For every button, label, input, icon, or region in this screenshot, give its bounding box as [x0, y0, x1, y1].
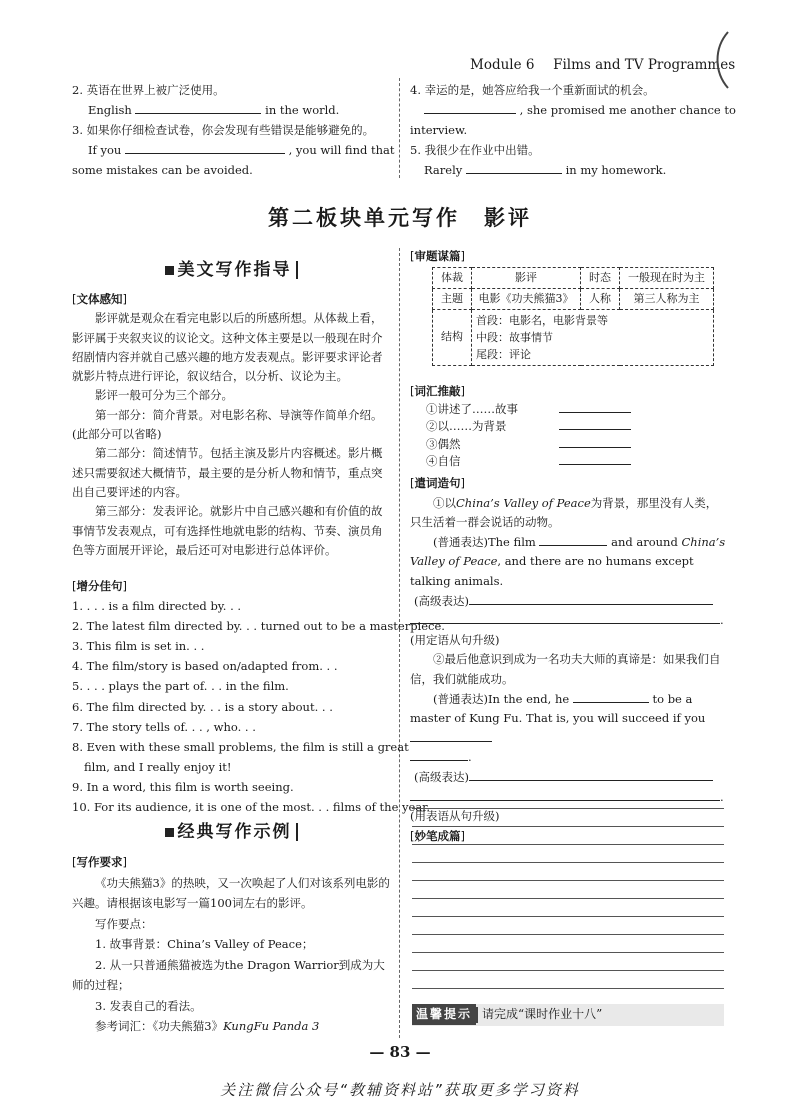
- phrase-item: 8. Even with these small problems, the film is still a great: [72, 739, 409, 754]
- phrase-item: 6. The film directed by. . . is a story about. . .: [72, 699, 333, 714]
- exercise-4-en: , she promised me another chance to: [410, 100, 726, 120]
- analysis-section: [410, 248, 726, 366]
- genre-paragraph-5: 第三部分：发表评论。就影片中自己感兴趣和有价值的故事情节发表观点，可有选择性地就电影的结构、节奏、演员角色等方面展开评论，最后还可对电影进行总体评价。: [72, 504, 383, 557]
- phrase-item: 1. . . . is a film directed by. . .: [72, 599, 242, 614]
- phrases-tag: [增分佳句]: [72, 579, 127, 593]
- exercise-4-cn: 4. 幸运的是，她答应给我一个重新面试的机会。: [410, 83, 655, 97]
- compose-tag: [妙笔成篇]: [410, 828, 465, 843]
- column-divider: [399, 248, 400, 1038]
- sentence-tag: [遣词造句]: [410, 476, 465, 490]
- task-line: 写作要点：: [95, 916, 153, 931]
- vocab-blank[interactable]: [559, 418, 631, 430]
- phrase-item: 5. . . . plays the part of. . . in the film.: [72, 679, 289, 694]
- writing-line[interactable]: [412, 808, 724, 809]
- theme-value: 电影《功夫熊猫3》: [472, 288, 581, 309]
- analysis-tag: [审题谋篇]: [410, 249, 465, 263]
- sentence-2-blank-3[interactable]: [410, 749, 468, 761]
- running-header: [470, 56, 735, 76]
- genre-paragraph-1: 影评就是观众在看完电影以后的所感所想。从体裁上看，影评属于夹叙夹议的议论文。这种文体主要是以一般现在时介绍剧情内容并就自己感兴趣的地方发表观点。影评要求评论者就影片特点进行评论，叙议结合，以分析、议论为主。: [72, 311, 383, 384]
- bar-icon: [296, 823, 298, 841]
- sentence-1-advanced-blank-2[interactable]: [410, 612, 720, 624]
- phrase-item: 3. This film is set in. . .: [72, 639, 205, 654]
- vocab-item: ②以……为背景: [410, 418, 726, 436]
- genre-paragraph-3: 第一部分：简介背景。对电影名称、导演等作简单介绍。(此部分可以省略): [72, 407, 383, 442]
- top-exercises-right: [410, 80, 736, 180]
- writing-line[interactable]: [412, 988, 724, 989]
- person-value: 第三人称为主: [620, 288, 714, 309]
- reference-vocab: 参考词汇：《功夫熊猫3》KungFu Panda 3: [95, 1019, 320, 1033]
- exercise-5-en: Rarely in my homework.: [424, 163, 667, 177]
- vocab-blank[interactable]: [559, 436, 631, 448]
- exercise-4-blank[interactable]: [424, 102, 516, 114]
- sentence-2-cn: ②最后他意识到成为一名功夫大师的真谛是：如果我们自信，我们就能成功。: [410, 652, 721, 686]
- exercise-5-cn: 5. 我很少在作业中出错。: [410, 143, 540, 157]
- genre-tag: [文体感知]: [72, 292, 127, 306]
- sentence-2-advanced-blank-2[interactable]: [410, 789, 720, 801]
- sentence-1-advanced-blank[interactable]: [469, 593, 713, 605]
- vocab-item: ③偶然: [410, 436, 726, 454]
- guide-heading: 美文写作指导: [72, 258, 390, 283]
- writing-line[interactable]: [412, 826, 724, 827]
- sentence-2-normal-cont: .: [410, 748, 726, 768]
- sentence-2-blank-1[interactable]: [573, 691, 649, 703]
- sentence-1-advanced-cont: .: [410, 611, 726, 631]
- vocab-blank[interactable]: [559, 453, 631, 465]
- tense-value: 一般现在时为主: [620, 267, 714, 288]
- phrase-item: 4. The film/story is based on/adapted from. . .: [72, 659, 338, 674]
- genre-label: 体裁: [433, 267, 472, 288]
- task-tag: [写作要求]: [72, 855, 127, 869]
- writing-line[interactable]: [412, 880, 724, 881]
- phrase-item: 10. For its audience, it is one of the most. . . films of the year.: [72, 800, 431, 815]
- column-divider-top: [399, 78, 400, 178]
- sentence-2-advanced-cont: .: [410, 788, 726, 808]
- writing-line[interactable]: [412, 898, 724, 899]
- theme-label: 主题: [433, 288, 472, 309]
- exercise-2-blank[interactable]: [135, 102, 261, 114]
- sentence-1-cn: ①以China’s Valley of Peace为背景，那里没有人类，只生活着一群会说话的动物。: [410, 495, 718, 530]
- structure-value: 首段：电影名，电影背景等 中段：故事情节 尾段：评论: [472, 309, 714, 365]
- genre-value: 影评: [472, 267, 581, 288]
- vocab-blank[interactable]: [559, 401, 631, 413]
- phrase-item: 9. In a word, this film is worth seeing.: [72, 779, 294, 794]
- writing-line[interactable]: [412, 844, 724, 845]
- writing-line[interactable]: [412, 970, 724, 971]
- structure-label: 结构: [433, 309, 472, 365]
- sentence-2-blank-2[interactable]: [410, 730, 492, 742]
- sentence-2-advanced-blank[interactable]: [469, 769, 713, 781]
- header-title: Films and TV Programmes: [553, 57, 736, 73]
- exercise-3-en: If you , you will find that: [88, 143, 395, 157]
- square-bullet-icon: [165, 828, 174, 837]
- vocab-section: [410, 383, 726, 471]
- example-heading: 经典写作示例: [72, 820, 390, 845]
- section-title: 第二板块单元写作 影评: [268, 206, 532, 230]
- phrase-item: 2. The latest film directed by. . . turned out to be a masterpiece.: [72, 619, 445, 634]
- task-section: [72, 852, 390, 1037]
- person-label: 人称: [581, 288, 620, 309]
- square-bullet-icon: [165, 266, 174, 275]
- exercise-3-blank[interactable]: [125, 142, 285, 154]
- phrase-item: 7. The story tells of. . . , who. . .: [72, 719, 256, 734]
- exercise-3-cn: 3. 如果你仔细检查试卷，你会发现有些错误是能够避免的。: [72, 123, 375, 137]
- top-exercises-left: [72, 80, 395, 180]
- sentence-2-normal: (普通表达)In the end, he to be a master of Kung Fu. That is, you will succeed if you: [410, 690, 726, 749]
- promo-text: 关注微信公众号“教辅资料站”获取更多学习资料: [220, 1081, 580, 1099]
- analysis-table: [432, 267, 714, 366]
- tip-text: 请完成“课时作业十八”: [482, 1007, 603, 1021]
- bar-icon: [296, 261, 298, 279]
- vocab-item: ④自信: [410, 453, 726, 471]
- sentence-1-upgrade: (用定语从句升级): [410, 632, 500, 647]
- sentence-1-advanced: (高级表达): [410, 592, 726, 612]
- tip-box: [412, 1004, 724, 1026]
- writing-line[interactable]: [412, 952, 724, 953]
- module-label: Module 6: [470, 57, 535, 73]
- vocab-item: ①讲述了……故事: [410, 401, 726, 419]
- sentence-1-blank-1[interactable]: [539, 534, 607, 546]
- exercise-3-en-cont: some mistakes can be avoided.: [72, 163, 253, 177]
- sentence-section: [410, 474, 726, 846]
- exercise-4-en-cont: interview.: [410, 123, 468, 137]
- writing-line[interactable]: [412, 934, 724, 935]
- task-line: 3. 发表自己的看法。: [95, 998, 202, 1013]
- sentence-2-upgrade: (用表语从句升级): [410, 809, 500, 824]
- writing-line[interactable]: [412, 916, 724, 917]
- exercise-2-cn: 2. 英语在世界上被广泛使用。: [72, 83, 225, 97]
- genre-paragraph-2: 影评一般可分为三个部分。: [95, 388, 233, 403]
- task-line: 2. 从一只普通熊猫被选为the Dragon Warrior到成为大师的过程；: [72, 957, 385, 992]
- page-number: — 83 —: [369, 1043, 431, 1061]
- exercise-5-blank[interactable]: [466, 162, 562, 174]
- writing-line[interactable]: [412, 862, 724, 863]
- tense-label: 时态: [581, 267, 620, 288]
- tip-label: 温馨提示: [412, 1004, 476, 1025]
- vocab-tag: [词汇推敲]: [410, 384, 465, 398]
- task-line: 《功夫熊猫3》的热映，又一次唤起了人们对该系列电影的兴趣。请根据该电影写一篇100词左右的影评。: [72, 875, 390, 910]
- exercise-2-en: English in the world.: [88, 103, 340, 117]
- phrase-item-cont: film, and I really enjoy it!: [84, 759, 232, 774]
- sentence-2-advanced: (高级表达): [410, 768, 726, 788]
- genre-section: [72, 290, 390, 560]
- sentence-1-normal: (普通表达)The film and around China’s Valley of Peace, and there are no humans except talking animals.: [410, 534, 726, 588]
- genre-paragraph-4: 第二部分：简述情节。包括主演及影片内容概述。影片概述只需要叙述大概情节，最主要的是分析人物和情节，重点突出自己要评述的内容。: [72, 446, 383, 499]
- task-line: 1. 故事背景：China’s Valley of Peace；: [95, 937, 314, 951]
